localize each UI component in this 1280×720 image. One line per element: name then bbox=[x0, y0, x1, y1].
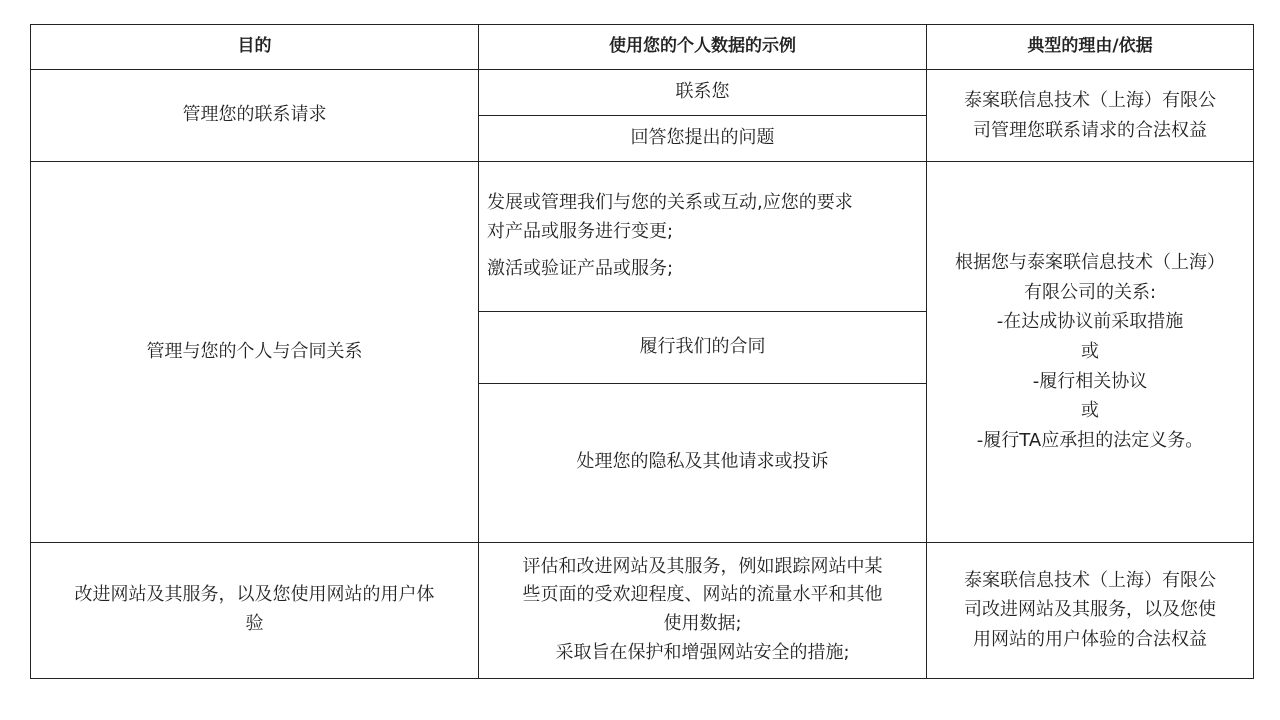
basis-line: 用网站的用户体验的合法权益 bbox=[973, 629, 1207, 651]
basis-line: 泰案联信息技术（上海）有限公 bbox=[964, 89, 1216, 111]
example-line: 使用数据; bbox=[663, 613, 742, 635]
example-cell bbox=[479, 542, 927, 678]
table-row bbox=[31, 542, 1254, 678]
example-cell: 回答您提出的问题 bbox=[479, 116, 927, 162]
example-cell: 处理您的隐私及其他请求或投诉 bbox=[479, 384, 927, 543]
basis-cell bbox=[927, 542, 1254, 678]
basis-line: -在达成协议前采取措施 bbox=[996, 311, 1184, 333]
data-use-table bbox=[30, 24, 1254, 679]
example-cell bbox=[479, 162, 927, 311]
data-use-table-container bbox=[30, 24, 1253, 680]
header-basis: 典型的理由/依据 bbox=[927, 25, 1254, 70]
example-line: 些页面的受欢迎程度、网站的流量水平和其他 bbox=[522, 584, 883, 606]
example-line: 采取旨在保护和增强网站安全的措施; bbox=[555, 642, 850, 664]
example-cell: 履行我们的合同 bbox=[479, 311, 927, 383]
example-line: 评估和改进网站及其服务，例如跟踪网站中某 bbox=[522, 555, 883, 577]
example-cell: 联系您 bbox=[479, 70, 927, 116]
header-purpose: 目的 bbox=[31, 25, 479, 70]
table-row bbox=[31, 70, 1254, 116]
purpose-cell: 管理与您的个人与合同关系 bbox=[31, 162, 479, 542]
table-row bbox=[31, 162, 1254, 311]
purpose-cell: 管理您的联系请求 bbox=[31, 70, 479, 162]
basis-line: -履行TA应承担的法定义务。 bbox=[976, 430, 1204, 452]
basis-line: -履行相关协议 bbox=[1032, 370, 1148, 392]
basis-line: 司改进网站及其服务，以及您使 bbox=[964, 599, 1216, 621]
example-line: 发展或管理我们与您的关系或互动,应您的要求 bbox=[487, 192, 853, 214]
basis-line: 泰案联信息技术（上海）有限公 bbox=[964, 569, 1216, 591]
basis-line: 根据您与泰案联信息技术（上海） bbox=[955, 251, 1225, 273]
basis-line: 或 bbox=[1081, 341, 1099, 363]
purpose-cell bbox=[31, 542, 479, 678]
purpose-line: 验 bbox=[245, 613, 264, 635]
header-examples: 使用您的个人数据的示例 bbox=[479, 25, 927, 70]
table-header-row bbox=[31, 25, 1254, 70]
basis-line: 或 bbox=[1081, 400, 1099, 422]
purpose-line: 改进网站及其服务，以及您使用网站的用户体 bbox=[74, 584, 435, 606]
basis-line: 有限公司的关系: bbox=[1023, 281, 1157, 303]
basis-line: 司管理您联系请求的合法权益 bbox=[973, 119, 1207, 141]
basis-cell bbox=[927, 162, 1254, 542]
example-line: 激活或验证产品或服务; bbox=[487, 257, 674, 279]
basis-cell bbox=[927, 70, 1254, 162]
example-line: 对产品或服务进行变更; bbox=[487, 221, 674, 243]
